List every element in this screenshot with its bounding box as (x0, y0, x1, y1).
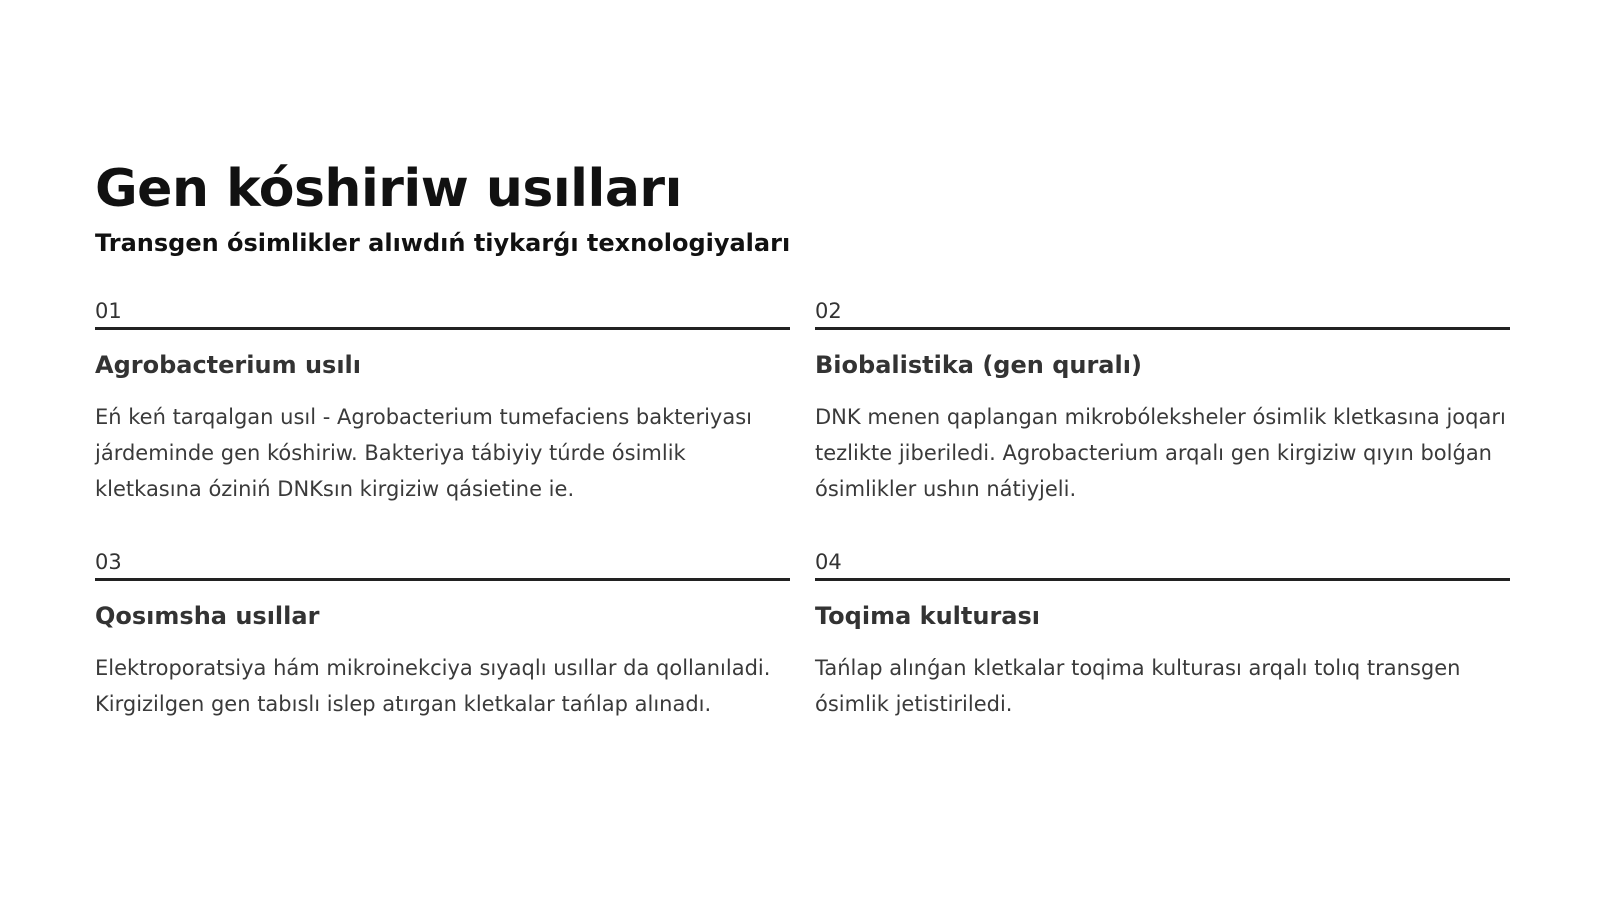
slide-content (95, 160, 1515, 722)
card-number: 02 (815, 301, 1510, 330)
method-card-2 (815, 298, 1510, 507)
page-subtitle: Transgen ósimlikler alıwdıń tiykarǵı texnologiyaları (95, 228, 791, 257)
card-description: Eń keń tarqalgan usıl - Agrobacterium tumefaciens bakteriyası járdeminde gen kóshiriw. Bakteriya tábiyiy túrde ósimlik kletkasına óziniń DNKsın kirgiziw qásietine ie. (95, 405, 752, 502)
card-title: Toqima kulturası (815, 602, 1041, 631)
card-title: Agrobacterium usılı (95, 350, 361, 379)
page-title: Gen kóshiriw usılları (95, 159, 682, 219)
card-number: 03 (95, 552, 790, 581)
method-card-3 (95, 552, 790, 722)
card-description: Tańlap alınǵan kletkalar toqima kulturası arqalı tolıq transgen ósimlik jetistiriledi. (815, 656, 1461, 717)
card-number: 04 (815, 552, 1510, 581)
card-title: Qosımsha usıllar (95, 602, 320, 631)
methods-grid (95, 298, 1515, 722)
card-description: DNK menen qaplangan mikrobóleksheler ósimlik kletkasına joqarı tezlikte jiberiledi. Agrobacterium arqalı gen kirgiziw qıyın bolǵan ósimlikler ushın nátiyjeli. (815, 405, 1506, 502)
method-card-4 (815, 552, 1510, 722)
method-card-1 (95, 298, 790, 507)
card-description: Elektroporatsiya hám mikroinekciya sıyaqlı usıllar da qollanıladi. Kirgizilgen gen tabıslı islep atırgan kletkalar tańlap alınadı. (95, 656, 771, 717)
card-title: Biobalistika (gen quralı) (815, 350, 1142, 379)
card-number: 01 (95, 301, 790, 330)
